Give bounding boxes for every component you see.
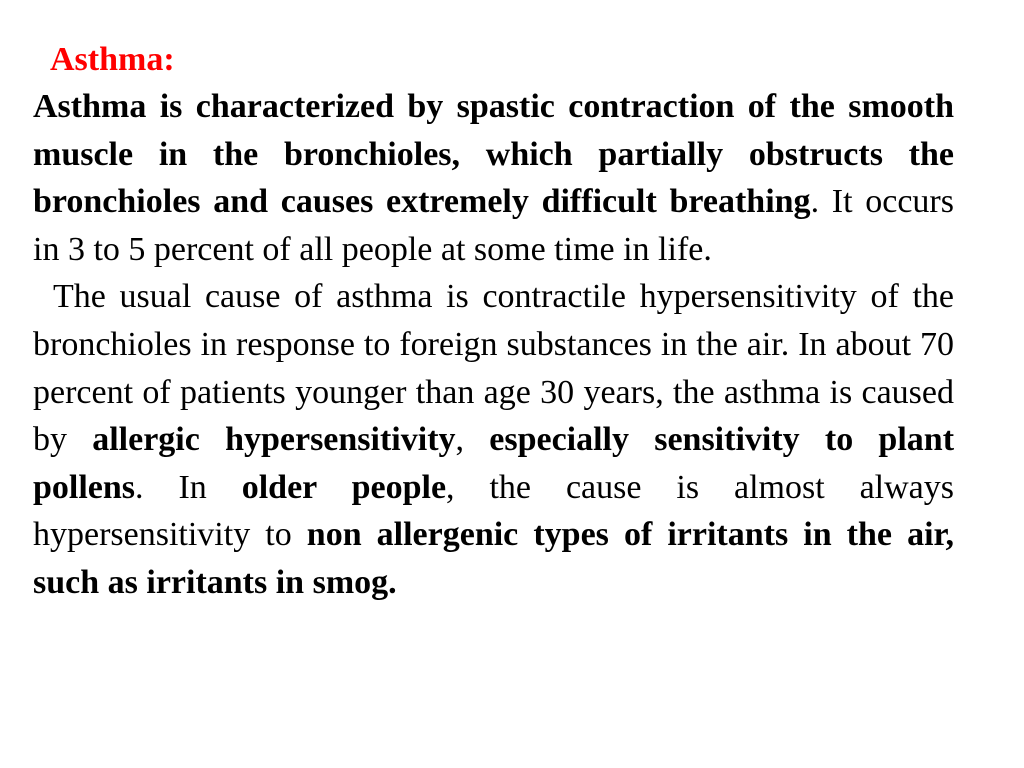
definition-text: . It occurs in 3 to 5 percent of all people at some time in life. <box>33 183 954 268</box>
cause-text-4: , the cause is almost always hypersensitivity to <box>33 468 954 554</box>
cause-text-1: The usual cause of asthma is contractile hypersensitivity of the bronchioles in response to foreign substances in the air. In about 70 percent of patients younger than age 30 years, the asthma is caused by <box>33 278 954 459</box>
cause-text-3: . In <box>135 468 242 506</box>
cause-text-2: , <box>455 421 490 459</box>
paragraph-cause <box>33 273 954 606</box>
cause-bold-irritants: non allergenic types of irritants in the air, such as irritants in smog. <box>33 516 954 601</box>
slide-title: Asthma: <box>50 41 175 78</box>
cause-bold-pollens: especially sensitivity to plant pollens <box>33 421 955 506</box>
definition-bold-text: Asthma is characterized by spastic contraction of the smooth muscle in the bronchioles, which partially obstructs the bronchioles and causes extremely difficult breathing <box>33 88 954 221</box>
paragraph-definition <box>33 83 954 273</box>
cause-bold-allergic: allergic hypersensitivity <box>92 421 456 459</box>
cause-bold-older-people: older people <box>241 468 447 506</box>
